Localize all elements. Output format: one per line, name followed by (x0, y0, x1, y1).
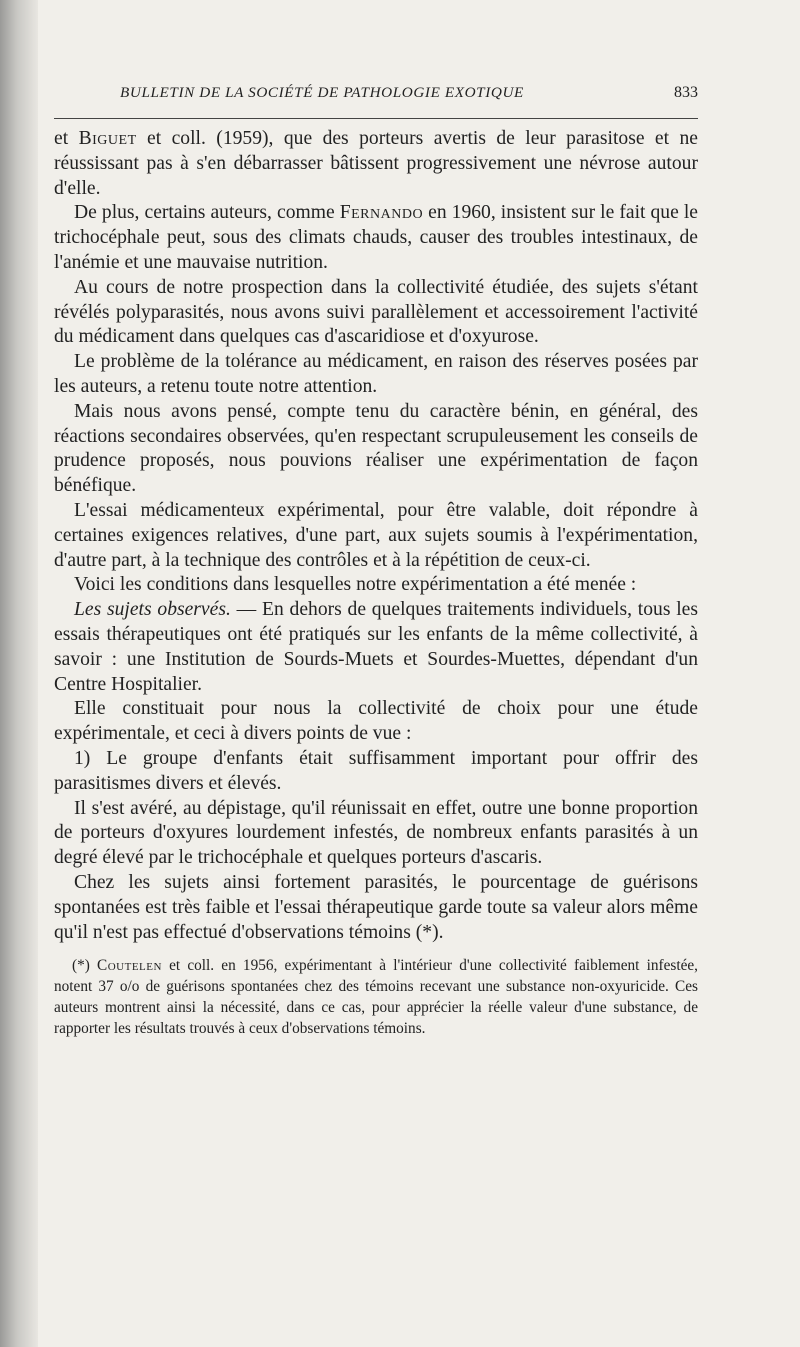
running-header (54, 70, 698, 119)
author-coutelen: Coutelen (97, 957, 162, 975)
paragraph-5: Mais nous avons pensé, compte tenu du caractère bénin, en général, des réactions secondaires observées, qu'en respectant scrupuleusement les conseils de prudence proposés, nous pouvions réaliser une expérimentation de façon bénéfique. (54, 400, 698, 497)
paragraph-8-text: — En dehors de quelques traitements individuels, tous les essais thérapeutiques ont été pratiqués sur les enfants de la même collectivité, à savoir : une Institution de Sourds-Muets et Sourdes-Muettes, dépendant d'un Centre Hospitalier. (54, 599, 698, 695)
paragraph-3: Au cours de notre prospection dans la collectivité étudiée, des sujets s'étant révélés polyparasités, nous avons suivi parallèlement et accessoirement l'activité du médicament dans quelques cas d'ascaridiose et d'oxyurose. (54, 276, 698, 348)
paragraph-8 (54, 598, 698, 697)
footnote-marker: (*) (72, 957, 98, 975)
paragraph-11: Il s'est avéré, au dépistage, qu'il réunissait en effet, outre une bonne proportion de porteurs d'oxyures lourdement infestés, de nombreux enfants parasités à un degré élevé par le trichocéphale et quelques porteurs d'ascaris. (54, 797, 698, 869)
paragraph-2-text: en 1960, insistent sur le fait que le trichocéphale peut, sous des climats chauds, causer des troubles intestinaux, de l'anémie et une mauvaise nutrition. (54, 202, 698, 273)
author-fernando: Fernando (339, 202, 424, 224)
paragraph-1 (54, 127, 698, 201)
paragraph-2-pre: De plus, certains auteurs, comme (74, 202, 340, 224)
footnote-text: et coll. en 1956, expérimentant à l'intérieur d'une collectivité faiblement infestée, notent 37 o/o de guérisons spontanées chez des témoins recevant une substance non-oxyuricide. Ces auteurs montrent ainsi la nécessité, dans ce cas, pour apprécier la réelle valeur d'une substance, de rapporter les résultats trouvés à ceux d'observations témoins. (54, 957, 698, 1038)
paragraph-6: L'essai médicamenteux expérimental, pour être valable, doit répondre à certaines exigences relatives, d'une part, aux sujets soumis à l'expérimentation, d'autre part, à la technique des contrôles et à la répétition de ceux-ci. (54, 499, 698, 571)
paragraph-10: 1) Le groupe d'enfants était suffisamment important pour offrir des parasitismes divers et élevés. (54, 747, 698, 794)
section-heading-sujets: Les sujets observés. (74, 599, 231, 621)
binding-gutter (0, 0, 38, 1347)
paragraph-2 (54, 201, 698, 275)
article-body (54, 127, 698, 945)
page (54, 70, 698, 1039)
author-biguet: Biguet (78, 128, 137, 149)
journal-title: BULLETIN DE LA SOCIÉTÉ DE PATHOLOGIE EXOTIQUE (120, 84, 524, 101)
paragraph-7: Voici les conditions dans lesquelles notre expérimentation a été menée : (74, 574, 637, 596)
paragraph-4: Le problème de la tolérance au médicament, en raison des réserves posées par les auteurs, a retenu toute notre attention. (54, 351, 698, 397)
paragraph-1-pre: et (54, 128, 79, 149)
paragraph-12: Chez les sujets ainsi fortement parasités, le pourcentage de guérisons spontanées est très faible et l'essai thérapeutique garde toute sa valeur alors même qu'il n'est pas effectué d'observations témoins (*). (54, 871, 698, 943)
page-number: 833 (674, 84, 698, 101)
paragraph-9: Elle constituait pour nous la collectivité de choix pour une étude expérimentale, et ceci à divers points de vue : (54, 698, 698, 745)
footnote (54, 955, 698, 1039)
paragraph-1-text: et coll. (1959), que des porteurs avertis de leur parasitose et ne réussissant pas à s'en débarrasser bâtissent progressivement une névrose autour d'elle. (54, 128, 698, 199)
